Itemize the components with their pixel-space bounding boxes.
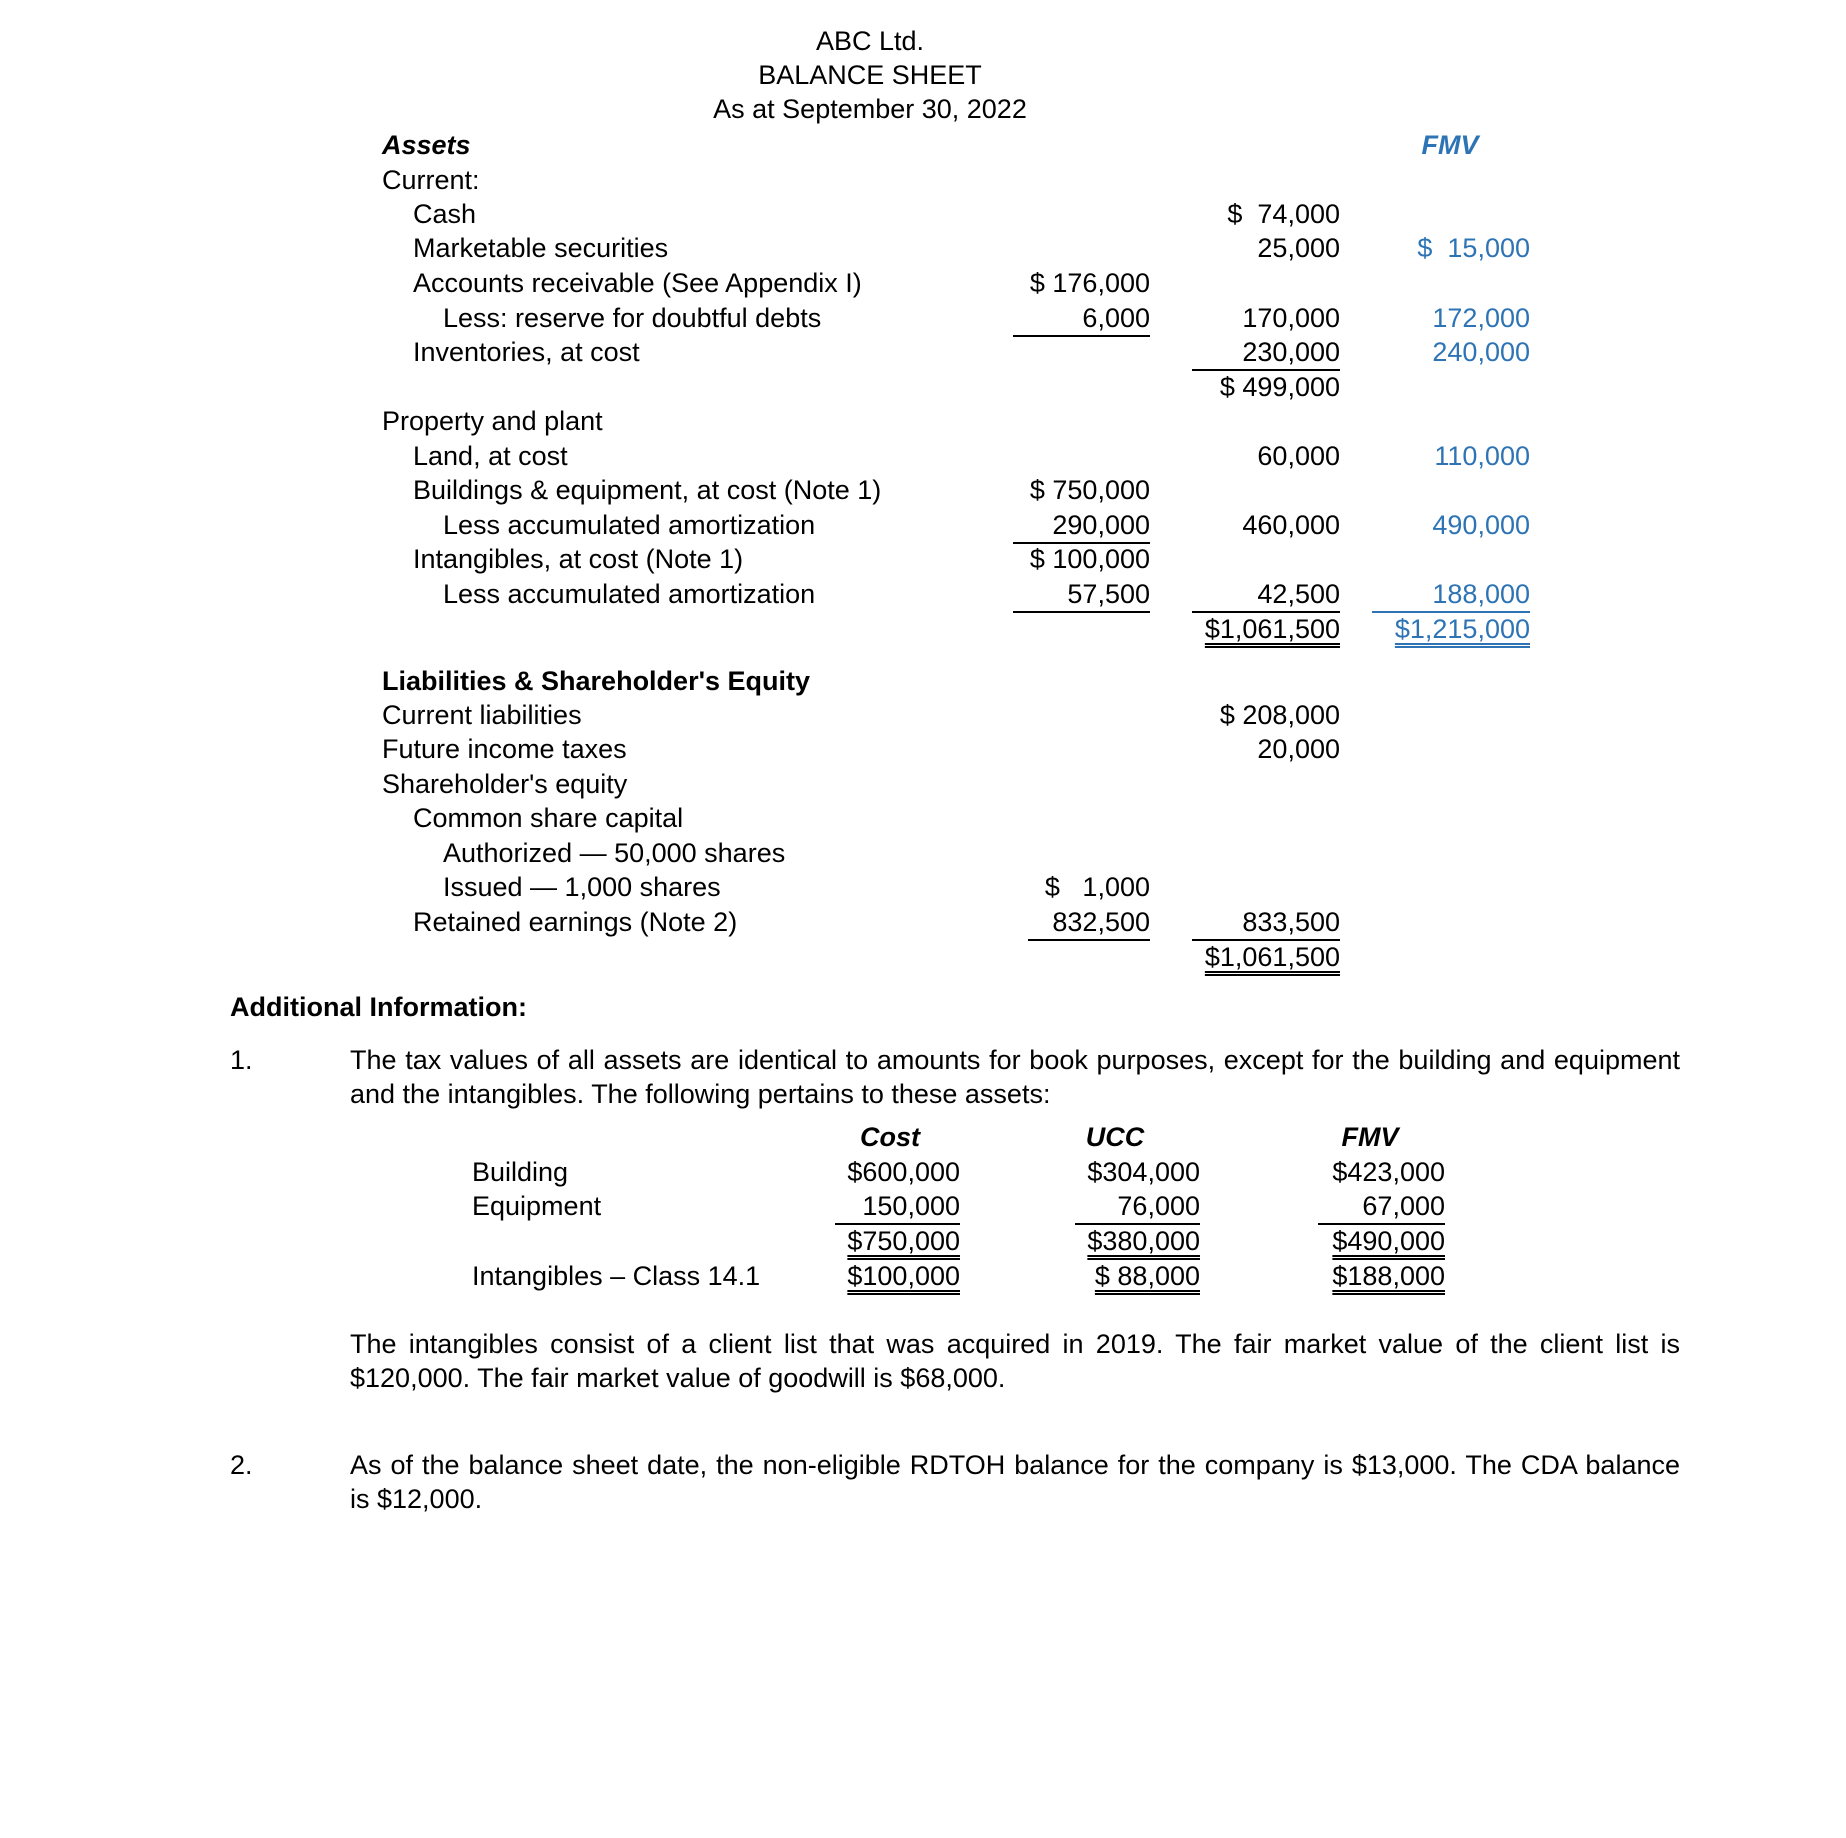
buildings-fmv: 490,000 [1432,510,1530,540]
fmv-heading: FMV [1421,130,1479,160]
authorized-label: Authorized — 50,000 shares [443,838,786,868]
current-liabilities-label: Current liabilities [382,700,582,730]
common-share-label: Common share capital [413,803,684,833]
inventories-value: 230,000 [1192,335,1340,371]
statement-date: As at September 30, 2022 [713,94,1027,124]
inventories-fmv: 240,000 [1432,337,1530,367]
securities-fmv: $ 15,000 [1417,233,1530,263]
intangibles-cost: $ 100,000 [1029,544,1150,574]
assets-heading: Assets [382,130,471,160]
future-tax-value: 20,000 [1257,734,1340,764]
table-building-cost: $600,000 [847,1157,960,1187]
equity-label: Shareholder's equity [382,769,628,799]
buildings-label: Buildings & equipment, at cost (Note 1) [413,475,882,505]
table-header-fmv: FMV [1341,1122,1399,1152]
additional-heading: Additional Information: [230,992,527,1022]
retained-amount: 832,500 [1028,905,1150,941]
table-building-fmv: $423,000 [1332,1157,1445,1187]
table-subtotal-fmv: $490,000 [1332,1226,1445,1256]
intangibles-amort-label: Less accumulated amortization [443,579,816,609]
table-subtotal-cost: $750,000 [847,1226,960,1256]
buildings-net: 460,000 [1242,510,1340,540]
reserve-label: Less: reserve for doubtful debts [443,303,822,333]
company-name: ABC Ltd. [815,26,925,56]
issued-label: Issued — 1,000 shares [443,872,721,902]
current-assets-total: $ 499,000 [1219,372,1340,402]
inventories-label: Inventories, at cost [413,337,640,367]
total-assets: $1,061,500 [1204,614,1340,644]
reserve-amount: 6,000 [1013,301,1150,337]
note1-text: The tax values of all assets are identical to amounts for book purposes, except for the building and equipment and the intangibles. The following pertains to these assets: [350,1045,1680,1109]
table-equipment-cost: 150,000 [835,1189,960,1225]
total-assets-fmv: $1,215,000 [1394,614,1530,644]
receivable-fmv: 172,000 [1432,303,1530,333]
table-intangibles-ucc: $ 88,000 [1094,1261,1200,1291]
receivable-net: 170,000 [1242,303,1340,333]
current-liabilities-value: $ 208,000 [1219,700,1340,730]
intangibles-fmv: 188,000 [1372,577,1530,613]
liabilities-heading: Liabilities & Shareholder's Equity [382,666,811,696]
table-header-ucc: UCC [1085,1122,1145,1152]
land-label: Land, at cost [413,441,568,471]
buildings-cost: $ 750,000 [1029,475,1150,505]
intangibles-amort-amount: 57,500 [1013,577,1150,613]
note2-number: 2. [230,1450,253,1480]
current-assets-label: Current: [382,165,480,195]
buildings-amort-amount: 290,000 [1013,508,1150,544]
intangibles-label: Intangibles, at cost (Note 1) [413,544,744,574]
table-equipment-fmv: 67,000 [1318,1189,1445,1225]
future-tax-label: Future income taxes [382,734,627,764]
land-fmv: 110,000 [1434,441,1530,471]
issued-amount: $ 1,000 [1044,872,1150,902]
table-subtotal-ucc: $380,000 [1087,1226,1200,1256]
securities-label: Marketable securities [413,233,669,263]
table-intangibles-cost: $100,000 [847,1261,960,1291]
total-liabilities-equity: $1,061,500 [1204,942,1340,972]
land-value: 60,000 [1257,441,1340,471]
cash-value: $ 74,000 [1227,199,1340,229]
cash-label: Cash [413,199,477,229]
equity-total: 833,500 [1192,905,1340,941]
table-header-cost: Cost [860,1122,920,1152]
table-equipment-label: Equipment [472,1191,602,1221]
intangibles-net: 42,500 [1192,577,1340,613]
receivable-gross: $ 176,000 [1029,268,1150,298]
table-equipment-ucc: 76,000 [1075,1189,1200,1225]
note1-text2: The intangibles consist of a client list that was acquired in 2019. The fair market value of the client list is $120,000. The fair market value of goodwill is $68,000. [350,1329,1680,1393]
note1-number: 1. [230,1045,253,1075]
buildings-amort-label: Less accumulated amortization [443,510,816,540]
table-building-label: Building [472,1157,569,1187]
table-building-ucc: $304,000 [1087,1157,1200,1187]
statement-title: BALANCE SHEET [758,60,982,90]
property-label: Property and plant [382,406,603,436]
table-intangibles-fmv: $188,000 [1332,1261,1445,1291]
table-intangibles-label: Intangibles – Class 14.1 [472,1261,761,1291]
note2-text: As of the balance sheet date, the non-eligible RDTOH balance for the company is $13,000. The CDA balance is $12,000. [350,1450,1680,1514]
retained-label: Retained earnings (Note 2) [413,907,738,937]
securities-value: 25,000 [1257,233,1340,263]
receivable-label: Accounts receivable (See Appendix I) [413,268,862,298]
